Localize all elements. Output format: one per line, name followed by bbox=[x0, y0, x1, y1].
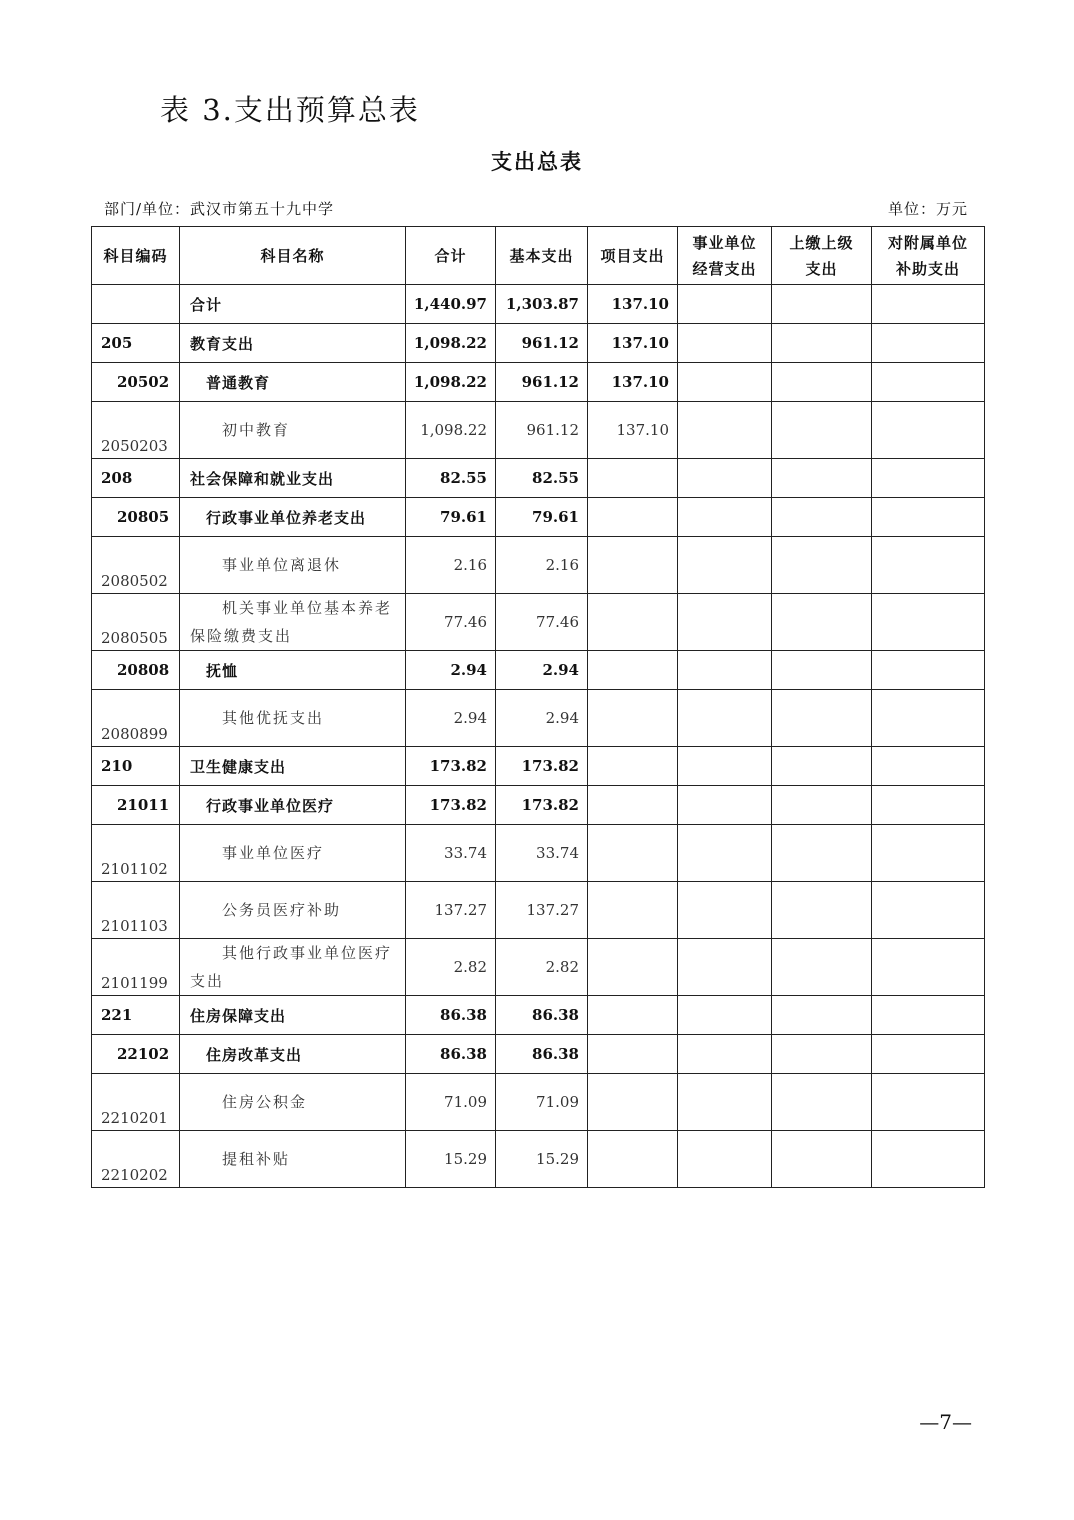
table-row bbox=[92, 402, 985, 459]
row-business bbox=[678, 498, 772, 537]
row-code: 2080505 bbox=[92, 594, 180, 651]
row-total: 79.61 bbox=[406, 498, 496, 537]
row-project bbox=[588, 537, 678, 594]
page-number: —7— bbox=[919, 1410, 972, 1434]
row-superior bbox=[772, 285, 872, 324]
row-superior bbox=[772, 537, 872, 594]
row-name: 住房改革支出 bbox=[180, 1035, 406, 1074]
row-code: 2210202 bbox=[92, 1131, 180, 1188]
row-total: 2.16 bbox=[406, 537, 496, 594]
row-project bbox=[588, 996, 678, 1035]
row-total: 1,098.22 bbox=[406, 363, 496, 402]
expenditure-table bbox=[91, 226, 985, 1188]
table-row bbox=[92, 498, 985, 537]
row-code: 205 bbox=[92, 324, 180, 363]
row-business bbox=[678, 651, 772, 690]
row-code: 221 bbox=[92, 996, 180, 1035]
table-row bbox=[92, 459, 985, 498]
row-name: 社会保障和就业支出 bbox=[180, 459, 406, 498]
row-superior bbox=[772, 498, 872, 537]
row-name: 行政事业单位养老支出 bbox=[180, 498, 406, 537]
row-subsidiary bbox=[872, 324, 985, 363]
row-project bbox=[588, 1131, 678, 1188]
row-superior bbox=[772, 825, 872, 882]
row-basic: 77.46 bbox=[496, 594, 588, 651]
row-superior bbox=[772, 996, 872, 1035]
row-total: 137.27 bbox=[406, 882, 496, 939]
header-name: 科目名称 bbox=[180, 227, 406, 285]
row-name: 提租补贴 bbox=[180, 1131, 406, 1188]
row-project: 137.10 bbox=[588, 324, 678, 363]
table-row bbox=[92, 363, 985, 402]
row-name: 其他行政事业单位医疗支出 bbox=[180, 939, 406, 996]
row-project: 137.10 bbox=[588, 363, 678, 402]
row-total: 173.82 bbox=[406, 747, 496, 786]
row-code: 2101199 bbox=[92, 939, 180, 996]
row-superior bbox=[772, 1131, 872, 1188]
table-row bbox=[92, 324, 985, 363]
row-code: 208 bbox=[92, 459, 180, 498]
table-row bbox=[92, 825, 985, 882]
header-business bbox=[678, 227, 772, 285]
row-subsidiary bbox=[872, 1131, 985, 1188]
row-superior bbox=[772, 402, 872, 459]
table-header-row bbox=[92, 227, 985, 285]
row-subsidiary bbox=[872, 363, 985, 402]
row-project bbox=[588, 747, 678, 786]
row-subsidiary bbox=[872, 825, 985, 882]
row-business bbox=[678, 882, 772, 939]
row-project: 137.10 bbox=[588, 285, 678, 324]
row-total: 86.38 bbox=[406, 996, 496, 1035]
row-name: 事业单位离退休 bbox=[180, 537, 406, 594]
row-project bbox=[588, 651, 678, 690]
row-superior bbox=[772, 324, 872, 363]
row-business bbox=[678, 825, 772, 882]
header-superior bbox=[772, 227, 872, 285]
row-business bbox=[678, 690, 772, 747]
row-total: 1,098.22 bbox=[406, 402, 496, 459]
row-superior bbox=[772, 1035, 872, 1074]
row-basic: 961.12 bbox=[496, 324, 588, 363]
table-title: 支出总表 bbox=[491, 149, 583, 174]
row-subsidiary bbox=[872, 594, 985, 651]
row-code: 2210201 bbox=[92, 1074, 180, 1131]
row-project bbox=[588, 498, 678, 537]
row-basic: 71.09 bbox=[496, 1074, 588, 1131]
header-superior-line2: 支出 bbox=[805, 259, 838, 278]
header-code: 科目编码 bbox=[92, 227, 180, 285]
row-code: 21011 bbox=[92, 786, 180, 825]
row-name: 初中教育 bbox=[180, 402, 406, 459]
row-business bbox=[678, 1035, 772, 1074]
header-business-line2: 经营支出 bbox=[692, 259, 757, 278]
row-project bbox=[588, 459, 678, 498]
row-name: 抚恤 bbox=[180, 651, 406, 690]
row-name: 教育支出 bbox=[180, 324, 406, 363]
row-subsidiary bbox=[872, 939, 985, 996]
table-row bbox=[92, 786, 985, 825]
row-subsidiary bbox=[872, 996, 985, 1035]
row-subsidiary bbox=[872, 1074, 985, 1131]
row-business bbox=[678, 402, 772, 459]
row-name: 合计 bbox=[180, 285, 406, 324]
row-name: 住房保障支出 bbox=[180, 996, 406, 1035]
row-subsidiary bbox=[872, 882, 985, 939]
row-basic: 961.12 bbox=[496, 363, 588, 402]
row-subsidiary bbox=[872, 537, 985, 594]
row-subsidiary bbox=[872, 285, 985, 324]
row-project bbox=[588, 882, 678, 939]
row-total: 86.38 bbox=[406, 1035, 496, 1074]
row-basic: 2.94 bbox=[496, 690, 588, 747]
row-name: 机关事业单位基本养老保险缴费支出 bbox=[180, 594, 406, 651]
row-superior bbox=[772, 594, 872, 651]
table-row bbox=[92, 537, 985, 594]
row-code: 22102 bbox=[92, 1035, 180, 1074]
row-total: 2.94 bbox=[406, 690, 496, 747]
row-name: 住房公积金 bbox=[180, 1074, 406, 1131]
row-business bbox=[678, 324, 772, 363]
row-subsidiary bbox=[872, 690, 985, 747]
row-basic: 86.38 bbox=[496, 1035, 588, 1074]
table-row bbox=[92, 747, 985, 786]
header-superior-line1: 上缴上级 bbox=[789, 233, 854, 252]
row-basic: 1,303.87 bbox=[496, 285, 588, 324]
row-basic: 15.29 bbox=[496, 1131, 588, 1188]
row-superior bbox=[772, 690, 872, 747]
row-subsidiary bbox=[872, 402, 985, 459]
row-superior bbox=[772, 882, 872, 939]
row-name: 其他优抚支出 bbox=[180, 690, 406, 747]
row-subsidiary bbox=[872, 498, 985, 537]
row-code: 2101103 bbox=[92, 882, 180, 939]
document-title: 表 3.支出预算总表 bbox=[160, 93, 420, 127]
row-project: 137.10 bbox=[588, 402, 678, 459]
row-total: 71.09 bbox=[406, 1074, 496, 1131]
row-basic: 33.74 bbox=[496, 825, 588, 882]
row-basic: 2.82 bbox=[496, 939, 588, 996]
table-row bbox=[92, 1131, 985, 1188]
row-project bbox=[588, 690, 678, 747]
row-superior bbox=[772, 1074, 872, 1131]
header-basic: 基本支出 bbox=[496, 227, 588, 285]
row-total: 2.94 bbox=[406, 651, 496, 690]
row-basic: 173.82 bbox=[496, 747, 588, 786]
row-code: 2101102 bbox=[92, 825, 180, 882]
row-code bbox=[92, 285, 180, 324]
row-basic: 82.55 bbox=[496, 459, 588, 498]
table-row bbox=[92, 882, 985, 939]
row-code: 2080899 bbox=[92, 690, 180, 747]
row-superior bbox=[772, 459, 872, 498]
table-row bbox=[92, 1074, 985, 1131]
row-superior bbox=[772, 939, 872, 996]
row-name: 普通教育 bbox=[180, 363, 406, 402]
unit-label: 单位：万元 bbox=[887, 200, 968, 218]
row-total: 2.82 bbox=[406, 939, 496, 996]
row-basic: 961.12 bbox=[496, 402, 588, 459]
department-label: 部门/单位：武汉市第五十九中学 bbox=[104, 200, 335, 218]
table-row bbox=[92, 594, 985, 651]
row-total: 82.55 bbox=[406, 459, 496, 498]
row-project bbox=[588, 939, 678, 996]
header-total: 合计 bbox=[406, 227, 496, 285]
table-row bbox=[92, 939, 985, 996]
row-superior bbox=[772, 363, 872, 402]
row-business bbox=[678, 363, 772, 402]
row-subsidiary bbox=[872, 1035, 985, 1074]
header-project: 项目支出 bbox=[588, 227, 678, 285]
row-basic: 86.38 bbox=[496, 996, 588, 1035]
table-row bbox=[92, 651, 985, 690]
header-subsidiary bbox=[872, 227, 985, 285]
row-code: 2080502 bbox=[92, 537, 180, 594]
row-total: 33.74 bbox=[406, 825, 496, 882]
header-subsidiary-line2: 补助支出 bbox=[895, 259, 960, 278]
row-business bbox=[678, 285, 772, 324]
row-basic: 137.27 bbox=[496, 882, 588, 939]
row-project bbox=[588, 1074, 678, 1131]
row-project bbox=[588, 786, 678, 825]
row-code: 20502 bbox=[92, 363, 180, 402]
table-row bbox=[92, 690, 985, 747]
row-code: 20805 bbox=[92, 498, 180, 537]
row-business bbox=[678, 594, 772, 651]
row-code: 2050203 bbox=[92, 402, 180, 459]
table-row bbox=[92, 285, 985, 324]
row-subsidiary bbox=[872, 786, 985, 825]
row-total: 77.46 bbox=[406, 594, 496, 651]
row-business bbox=[678, 939, 772, 996]
row-total: 1,440.97 bbox=[406, 285, 496, 324]
table-row bbox=[92, 996, 985, 1035]
row-name: 公务员医疗补助 bbox=[180, 882, 406, 939]
row-business bbox=[678, 1131, 772, 1188]
row-total: 15.29 bbox=[406, 1131, 496, 1188]
header-subsidiary-line1: 对附属单位 bbox=[887, 233, 968, 252]
header-business-line1: 事业单位 bbox=[692, 233, 757, 252]
row-basic: 2.16 bbox=[496, 537, 588, 594]
row-basic: 173.82 bbox=[496, 786, 588, 825]
row-business bbox=[678, 747, 772, 786]
row-basic: 2.94 bbox=[496, 651, 588, 690]
row-superior bbox=[772, 747, 872, 786]
row-basic: 79.61 bbox=[496, 498, 588, 537]
table-row bbox=[92, 1035, 985, 1074]
row-code: 20808 bbox=[92, 651, 180, 690]
row-total: 173.82 bbox=[406, 786, 496, 825]
row-business bbox=[678, 996, 772, 1035]
row-subsidiary bbox=[872, 651, 985, 690]
row-subsidiary bbox=[872, 459, 985, 498]
row-business bbox=[678, 459, 772, 498]
row-superior bbox=[772, 786, 872, 825]
row-code: 210 bbox=[92, 747, 180, 786]
row-name: 行政事业单位医疗 bbox=[180, 786, 406, 825]
row-project bbox=[588, 594, 678, 651]
row-business bbox=[678, 786, 772, 825]
row-name: 事业单位医疗 bbox=[180, 825, 406, 882]
row-project bbox=[588, 825, 678, 882]
row-business bbox=[678, 537, 772, 594]
row-project bbox=[588, 1035, 678, 1074]
row-subsidiary bbox=[872, 747, 985, 786]
row-superior bbox=[772, 651, 872, 690]
row-name: 卫生健康支出 bbox=[180, 747, 406, 786]
row-total: 1,098.22 bbox=[406, 324, 496, 363]
row-business bbox=[678, 1074, 772, 1131]
